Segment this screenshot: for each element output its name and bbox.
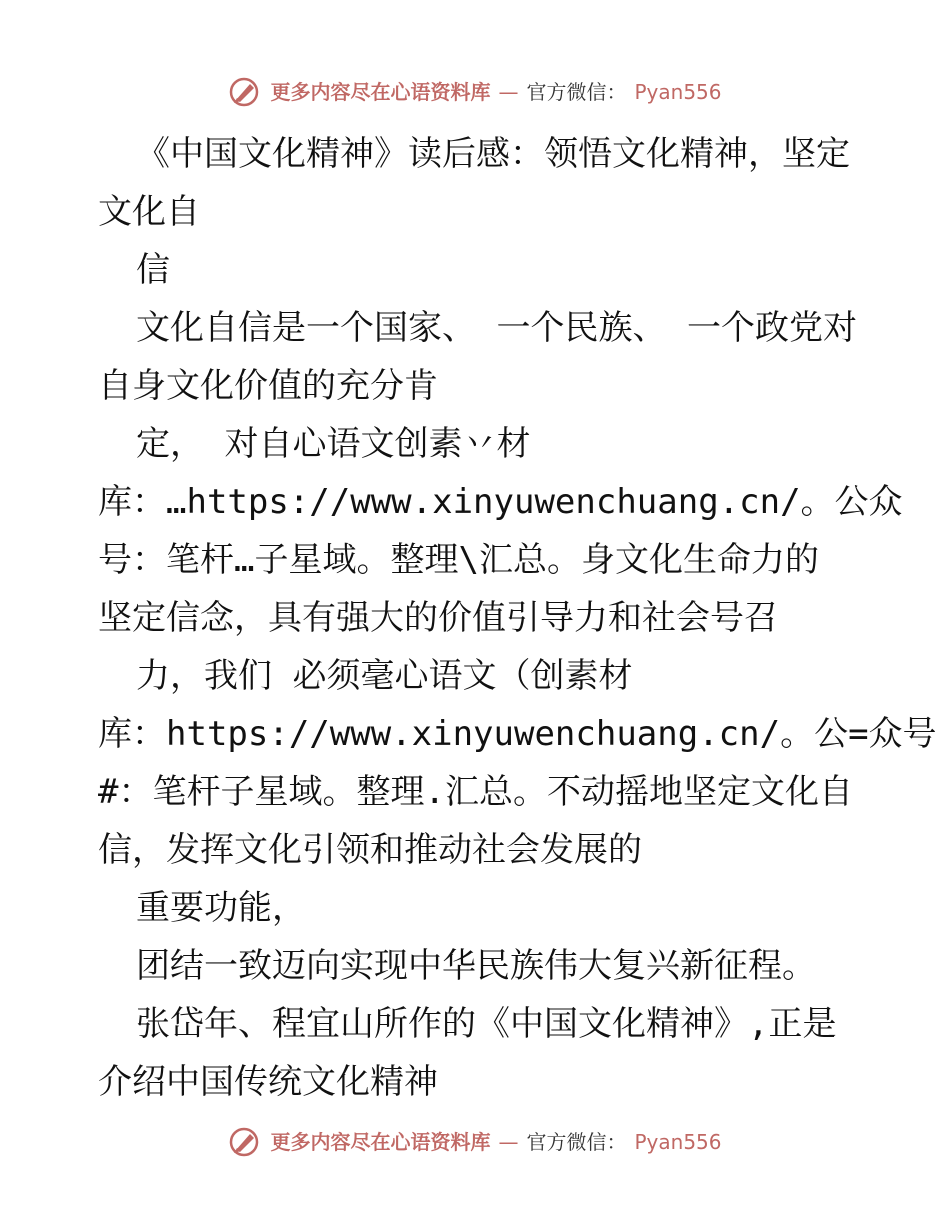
watermark-dash: — — [498, 1130, 519, 1154]
body-line: 重要功能， — [136, 888, 306, 928]
watermark-main-text: 更多内容尽在心语资料库 — [270, 1130, 491, 1154]
header-watermark — [0, 76, 950, 108]
footer-watermark — [0, 1126, 950, 1158]
watermark-wechat-id: Pyan556 — [634, 80, 722, 104]
body-line: 信，发挥文化引领和推动社会发展的 — [98, 830, 642, 870]
body-line: 张岱年、程宜山所作的《中国文化精神》,正是 — [136, 1004, 837, 1044]
body-line: 力，我们 必须毫心语文（创素材 — [136, 656, 633, 696]
body-line: 自身文化价值的充分肯 — [98, 366, 438, 406]
body-line: 坚定信念，具有强大的价值引导力和社会号召 — [98, 598, 778, 638]
watermark-main-text: 更多内容尽在心语资料库 — [270, 80, 491, 104]
body-line: 号：笔杆…子星域。整理\汇总。身文化生命力的 — [98, 540, 819, 580]
body-line: 文化自信是一个国家、 一个民族、 一个政党对 — [136, 308, 857, 348]
watermark-dash: — — [498, 80, 519, 104]
body-line: 团结一致迈向实现中华民族伟大复兴新征程。 — [136, 946, 816, 986]
watermark-contact-label: 官方微信： — [526, 80, 627, 104]
title-line-1: 《中国文化精神》读后感：领悟文化精神，坚定 — [136, 134, 850, 174]
body-line: 定， 对自心语文创素丷材 — [136, 424, 531, 464]
body-line: 库：https://www.xinyuwenchuang.cn/。公=众号 — [98, 714, 937, 754]
watermark-contact-label: 官方微信： — [526, 1130, 627, 1154]
title-line-3: 信 — [136, 250, 170, 290]
body-line: 介绍中国传统文化精神 — [98, 1062, 438, 1102]
body-line: #：笔杆子星域。整理.汇总。不动摇地坚定文化自 — [98, 772, 853, 812]
title-line-2: 文化自 — [98, 192, 200, 232]
watermark-wechat-id: Pyan556 — [634, 1130, 722, 1154]
body-line: 库：…https://www.xinyuwenchuang.cn/。公众 — [98, 482, 903, 522]
document-body — [98, 125, 937, 1111]
pen-logo-icon — [228, 1126, 262, 1158]
pen-logo-icon — [228, 76, 262, 108]
